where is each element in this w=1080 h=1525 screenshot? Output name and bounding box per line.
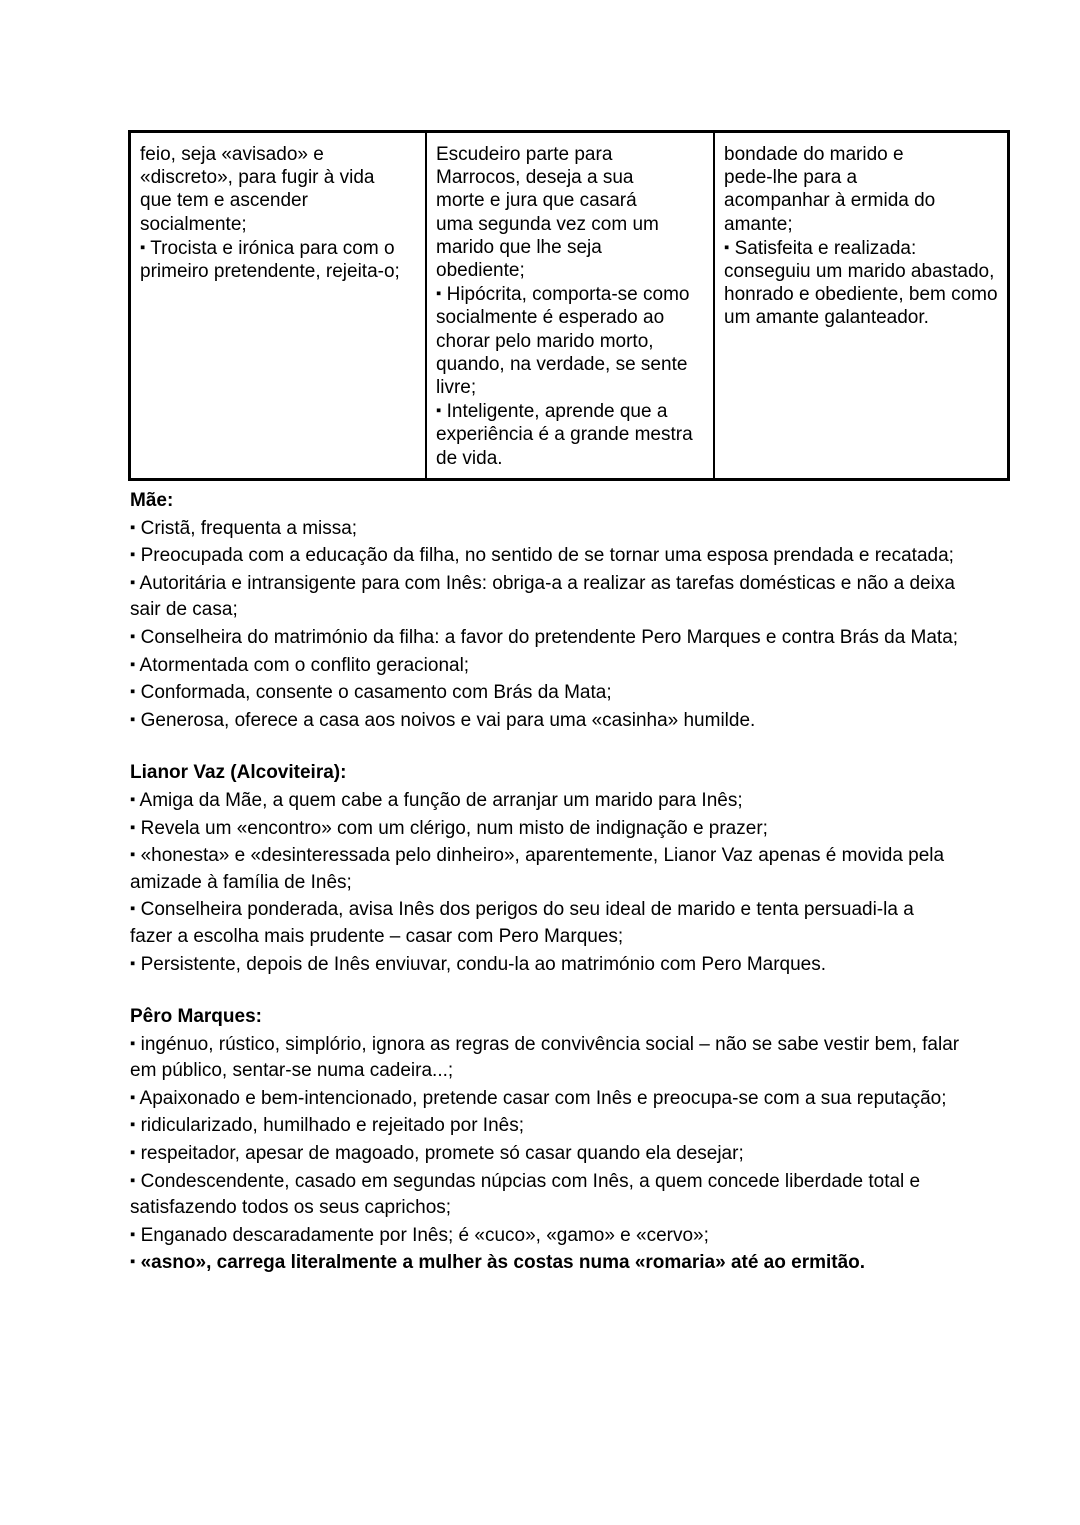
square-bullet-icon: ▪ [130, 1034, 136, 1052]
square-bullet-icon: ▪ [724, 238, 730, 256]
section-bullet-text: ingénuo, rústico, simplório, ignora as regras de convivência social – não se sabe vestir bem, falar em público, sentar-se numa cadeira...; [130, 1033, 960, 1082]
cell-text-line: morte e jura que casará [436, 190, 637, 212]
square-bullet-icon: ▪ [130, 818, 136, 836]
cell-bullet-item [436, 282, 704, 399]
square-bullet-icon: ▪ [130, 518, 136, 536]
cell-content-column-3 [724, 143, 1003, 330]
square-bullet-icon: ▪ [130, 655, 136, 673]
square-bullet-icon: ▪ [130, 900, 136, 918]
cell-text-line: marido que lhe seja [436, 236, 602, 258]
cell-text-line: Escudeiro parte para [436, 144, 613, 165]
cell-text-line: uma segunda vez com um [436, 213, 659, 235]
section-bullet-text: Cristã, frequenta a missa; [135, 517, 358, 539]
section-bullet-item [130, 1222, 960, 1250]
section-bullet-text: ridicularizado, humilhado e rejeitado por Inês; [135, 1115, 524, 1137]
cell-text-line: «discreto», para fugir à vida [140, 167, 375, 189]
cell-text-line: bondade do marido e [724, 144, 904, 165]
section-bullet-item [130, 787, 960, 815]
section-bullet-item [130, 679, 960, 707]
section-bullet-text: Conselheira ponderada, avisa Inês dos perigos do seu ideal de marido e tenta persuadi-la a fazer a escolha mais prudente – casar com Pero Marques; [130, 899, 914, 947]
section-bullet-text: Conformada, consente o casamento com Brás da Mata; [135, 682, 612, 704]
section-bullet-text: Condescendente, casado em segundas núpcias com Inês, a quem concede liberdade total e satisfazendo todos os seus caprichos; [130, 1170, 921, 1219]
section-bullet-text: Conselheira do matrimónio da filha: a favor do pretendente Pero Marques e contra Brás da Mata; [135, 626, 959, 648]
section-bullet-text: Atormentada com o conflito geracional; [135, 654, 470, 676]
section-bullet-item [130, 707, 960, 735]
cell-text-line: obediente; [436, 260, 525, 282]
cell-bullet-item [436, 399, 704, 470]
table-cell-column-1 [130, 132, 427, 480]
section-bullet-item [130, 1140, 960, 1168]
table-cell-column-2 [426, 132, 714, 480]
cell-text-line: feio, seja «avisado» e [140, 144, 324, 165]
section-bullet-item [130, 570, 960, 624]
square-bullet-icon: ▪ [436, 285, 442, 303]
section-bullet-item [130, 1168, 960, 1222]
square-bullet-icon: ▪ [130, 546, 136, 564]
cell-text-line: amante; [724, 213, 793, 235]
cell-bullet-text: Trocista e irónica para com o primeiro pretendente, rejeita-o; [140, 237, 400, 283]
section-bullet-text: Generosa, oferece a casa aos noivos e vai para uma «casinha» humilde. [135, 709, 756, 731]
section-bullet-text: Apaixonado e bem-intencionado, pretende casar com Inês e preocupa-se com a sua reputação; [135, 1087, 947, 1109]
character-descriptions [130, 488, 960, 1277]
square-bullet-icon: ▪ [436, 402, 442, 420]
cell-bullet-item [724, 236, 1003, 330]
section-title: Lianor Vaz (Alcoviteira): [130, 762, 347, 784]
section-bullet-item [130, 1249, 960, 1277]
cell-content-column-1 [140, 143, 416, 283]
square-bullet-icon: ▪ [130, 846, 136, 864]
section-bullet-text: Amiga da Mãe, a quem cabe a função de arranjar um marido para Inês; [135, 789, 743, 811]
character-section [130, 760, 960, 978]
cell-text-line: Marrocos, deseja a sua [436, 167, 634, 189]
section-bullet-item [130, 815, 960, 843]
character-section [130, 1004, 960, 1277]
section-bullet-text: «honesta» e «desinteressada pelo dinheiro», aparentemente, Lianor Vaz apenas é movida pela amizade à família de Inês; [130, 845, 945, 893]
section-bullet-item [130, 1112, 960, 1140]
section-bullet-item [130, 1031, 960, 1085]
character-traits-table [128, 130, 1010, 481]
cell-text-line: que tem e ascender [140, 190, 308, 212]
section-bullet-text: Autoritária e intransigente para com Inês: obriga-a a realizar as tarefas domésticas e não a deixa sair de casa; [130, 572, 955, 621]
cell-bullet-text: Satisfeita e realizada: conseguiu um marido abastado, honrado e obediente, bem como um amante galanteador. [724, 237, 1003, 329]
square-bullet-icon: ▪ [130, 1144, 136, 1162]
section-bullet-text: «asno», carrega literalmente a mulher às costas numa «romaria» até ao ermitão. [135, 1252, 866, 1274]
square-bullet-icon: ▪ [130, 627, 136, 645]
cell-text-line: socialmente; [140, 213, 247, 235]
table-row [130, 132, 1009, 480]
section-bullet-text: Preocupada com a educação da filha, no sentido de se tornar uma esposa prendada e recatada; [135, 545, 954, 567]
section-bullet-item [130, 542, 960, 570]
section-bullet-item [130, 896, 960, 950]
square-bullet-icon: ▪ [130, 1171, 136, 1189]
square-bullet-icon: ▪ [130, 954, 136, 972]
square-bullet-icon: ▪ [130, 573, 136, 591]
section-bullet-item [130, 515, 960, 543]
character-section [130, 488, 960, 734]
square-bullet-icon: ▪ [140, 238, 146, 256]
cell-bullet-text: Hipócrita, comporta-se como socialmente é esperado ao chorar pelo marido morto, quando, na verdade, se sente livre; [436, 284, 695, 399]
section-bullet-text: Revela um «encontro» com um clérigo, num misto de indignação e prazer; [135, 817, 768, 839]
cell-content-column-2 [436, 143, 704, 470]
square-bullet-icon: ▪ [130, 683, 136, 701]
square-bullet-icon: ▪ [130, 1088, 136, 1106]
cell-text-line: acompanhar à ermida do [724, 190, 936, 212]
square-bullet-icon: ▪ [130, 1116, 136, 1134]
square-bullet-icon: ▪ [130, 1225, 136, 1243]
section-bullet-item [130, 652, 960, 680]
section-title: Mãe: [130, 490, 174, 511]
section-bullet-item [130, 842, 960, 896]
section-bullet-item [130, 624, 960, 652]
cell-bullet-text: Inteligente, aprende que a experiência é a grande mestra de vida. [436, 401, 698, 469]
section-bullet-text: Persistente, depois de Inês enviuvar, condu-la ao matrimónio com Pero Marques. [135, 953, 827, 975]
square-bullet-icon: ▪ [130, 1253, 136, 1271]
square-bullet-icon: ▪ [130, 790, 136, 808]
cell-bullet-item [140, 236, 416, 283]
section-bullet-item [130, 1085, 960, 1113]
section-bullet-text: Enganado descaradamente por Inês; é «cuco», «gamo» e «cervo»; [135, 1224, 709, 1246]
section-title: Pêro Marques: [130, 1006, 262, 1028]
section-bullet-text: respeitador, apesar de magoado, promete só casar quando ela desejar; [135, 1143, 744, 1165]
table-cell-column-3 [714, 132, 1009, 480]
cell-text-line: pede-lhe para a [724, 167, 858, 189]
section-bullet-item [130, 951, 960, 979]
square-bullet-icon: ▪ [130, 710, 136, 728]
